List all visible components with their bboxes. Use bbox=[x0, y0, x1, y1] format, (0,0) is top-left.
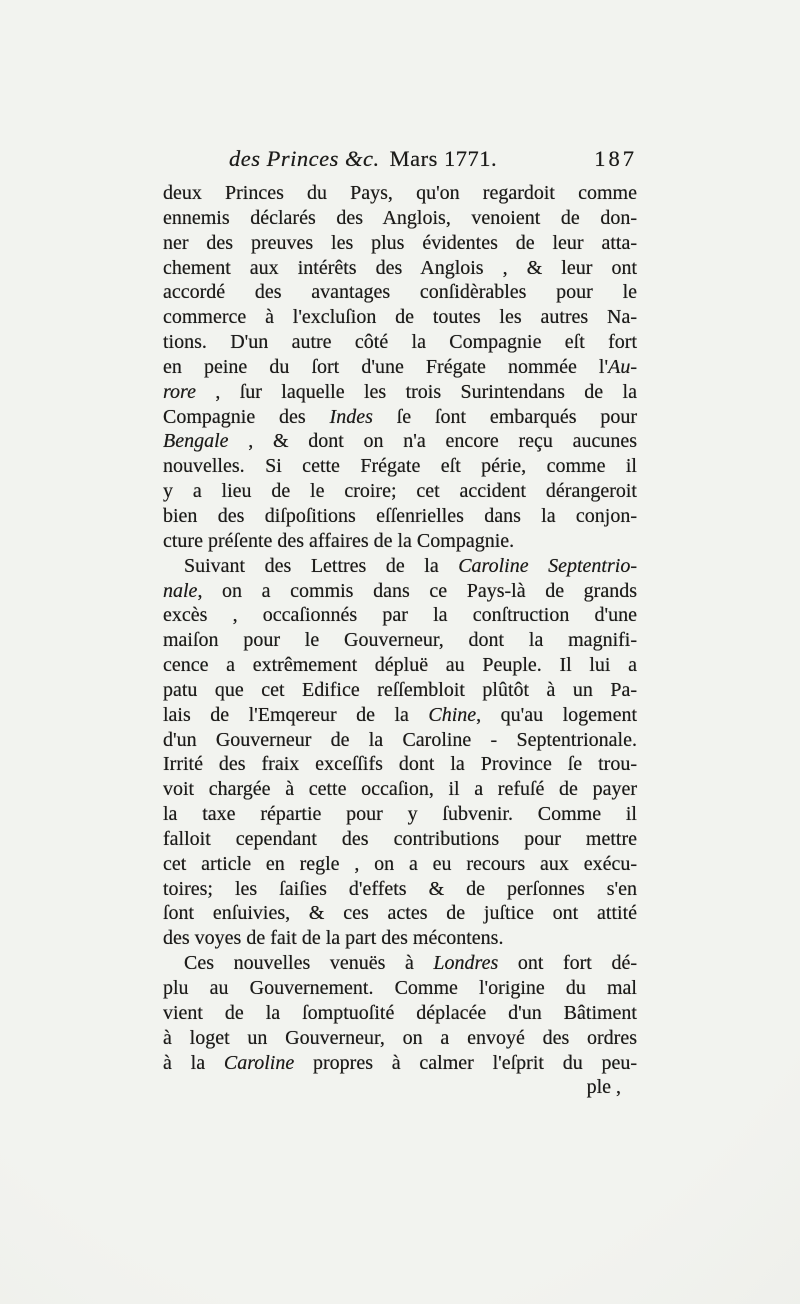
text-line bbox=[163, 529, 637, 554]
text-segment: cence a extrêmement dépluë au Peuple. Il lui a bbox=[163, 654, 637, 677]
text-line bbox=[163, 405, 637, 430]
text-segment: patu que cet Edifice reſſembloit plûtôt à un Pa- bbox=[163, 678, 637, 701]
text-segment: bien des diſpoſitions eſſenrielles dans la conjon- bbox=[163, 504, 637, 527]
text-line bbox=[163, 852, 637, 877]
text-segment: , & dont on n'a encore reçu aucunes bbox=[228, 430, 637, 453]
text-line bbox=[163, 877, 637, 902]
text-line bbox=[163, 355, 637, 380]
text-segment: la taxe répartie pour y ſubvenir. Comme il bbox=[163, 803, 637, 826]
text-segment-italic: Caroline Septentrio- bbox=[458, 554, 637, 577]
text-line bbox=[163, 579, 637, 604]
text-line bbox=[163, 1001, 637, 1026]
text-segment-italic: Chine bbox=[428, 703, 477, 726]
text-segment: toires; les ſaiſies d'effets & de perſonnes s'en bbox=[163, 877, 637, 900]
text-segment: vient de la ſomptuoſité déplacée d'un Bâtiment bbox=[163, 1001, 637, 1024]
text-line bbox=[163, 901, 637, 926]
text-segment-italic: Au- bbox=[608, 355, 637, 378]
text-segment: d'un Gouverneur de la Caroline - Septentrionale. bbox=[163, 728, 637, 751]
text-line bbox=[163, 206, 637, 231]
catchword: ple , bbox=[586, 1076, 621, 1099]
text-line bbox=[163, 703, 637, 728]
text-segment: en peine du ſort d'une Frégate nommée l' bbox=[163, 355, 609, 378]
text-segment: à loget un Gouverneur, on a envoyé des ordres bbox=[163, 1026, 637, 1049]
text-line bbox=[163, 256, 637, 281]
text-segment: plu au Gouvernement. Comme l'origine du mal bbox=[163, 977, 637, 999]
text-segment: Ces nouvelles venuës à bbox=[184, 952, 434, 975]
text-segment: , on a commis dans ce Pays-là de grands bbox=[197, 579, 637, 602]
text-segment: des voyes de fait de la part des mécontens. bbox=[163, 927, 504, 950]
text-segment: , qu'au logement bbox=[476, 703, 638, 726]
text-segment: ſe ſont embarqués pour bbox=[372, 405, 637, 428]
text-segment: ſont enſuivies, & ces actes de juſtice ont attité bbox=[163, 902, 637, 925]
text-segment: deux Princes du Pays, qu'on regardoit comme bbox=[163, 182, 637, 204]
text-line bbox=[163, 330, 637, 355]
text-line bbox=[163, 926, 637, 951]
text-line bbox=[163, 603, 637, 628]
text-line bbox=[163, 976, 637, 1001]
text-segment-italic: Bengale bbox=[163, 430, 229, 453]
text-segment: falloit cependant des contributions pour mettre bbox=[163, 827, 637, 850]
text-segment: Irrité des fraix exceſſifs dont la Province ſe trou- bbox=[163, 753, 637, 776]
text-segment: maiſon pour le Gouverneur, dont la magnifi- bbox=[163, 629, 637, 652]
text-segment: excès , occaſionnés par la conſtruction d'une bbox=[163, 604, 637, 627]
text-segment: propres à calmer l'eſprit du peu- bbox=[294, 1051, 638, 1074]
text-segment-italic: nale bbox=[163, 579, 198, 602]
text-line bbox=[163, 653, 637, 678]
body-text-block bbox=[163, 181, 637, 1100]
text-segment-italic: Caroline bbox=[223, 1051, 295, 1074]
text-segment: Suivant des Lettres de la bbox=[184, 554, 459, 577]
text-segment-italic: Indes bbox=[329, 405, 373, 428]
text-line bbox=[163, 380, 637, 405]
text-line bbox=[163, 1051, 637, 1076]
text-line bbox=[163, 752, 637, 777]
text-line bbox=[163, 479, 637, 504]
running-header bbox=[163, 146, 637, 178]
text-segment: à la bbox=[163, 1051, 224, 1074]
text-segment: ont fort dé- bbox=[498, 952, 637, 975]
text-segment: cture préſente des affaires de la Compagnie. bbox=[163, 529, 515, 552]
text-line bbox=[163, 231, 637, 256]
text-segment: y a lieu de le croire; cet accident dérangeroit bbox=[163, 480, 637, 503]
text-line bbox=[163, 678, 637, 703]
text-line bbox=[163, 429, 637, 454]
text-line bbox=[163, 554, 637, 579]
text-segment: cet article en regle , on a eu recours aux exécu- bbox=[163, 852, 637, 875]
text-line bbox=[163, 728, 637, 753]
text-segment: Compagnie des bbox=[163, 405, 330, 428]
header-title bbox=[229, 146, 497, 172]
text-segment: commerce à l'excluſion de toutes les autres Na- bbox=[163, 306, 637, 329]
page-number: 187 bbox=[594, 146, 637, 171]
text-segment: ner des preuves les plus évidentes de leur atta- bbox=[163, 231, 637, 254]
text-line bbox=[163, 628, 637, 653]
text-segment: nouvelles. Si cette Frégate eſt périe, comme il bbox=[163, 455, 637, 478]
text-line bbox=[163, 504, 637, 529]
header-title-italic: des Princes &c. bbox=[229, 146, 380, 171]
text-line bbox=[163, 777, 637, 802]
text-segment: voit chargée à cette occaſion, il a refuſé de payer bbox=[163, 778, 637, 801]
text-segment-italic: rore bbox=[163, 380, 196, 403]
text-segment: chement aux intérêts des Anglois , & leur ont bbox=[163, 256, 637, 279]
text-line bbox=[163, 454, 637, 479]
text-line bbox=[163, 181, 637, 206]
text-line bbox=[163, 1026, 637, 1051]
text-segment: lais de l'Emqereur de la bbox=[163, 703, 429, 726]
text-segment: tions. D'un autre côté la Compagnie eſt fort bbox=[163, 331, 637, 354]
text-segment: ennemis déclarés des Anglois, venoient de don- bbox=[163, 206, 637, 229]
text-segment: accordé des avantages conſidèrables pour le bbox=[163, 281, 637, 304]
text-line bbox=[163, 802, 637, 827]
text-line bbox=[163, 951, 637, 976]
text-segment-italic: Londres bbox=[433, 952, 499, 975]
text-line bbox=[163, 827, 637, 852]
text-line bbox=[163, 305, 637, 330]
text-line bbox=[163, 280, 637, 305]
header-title-roman: Mars 1771. bbox=[389, 146, 498, 171]
text-segment: , ſur laquelle les trois Surintendans de la bbox=[195, 380, 637, 403]
